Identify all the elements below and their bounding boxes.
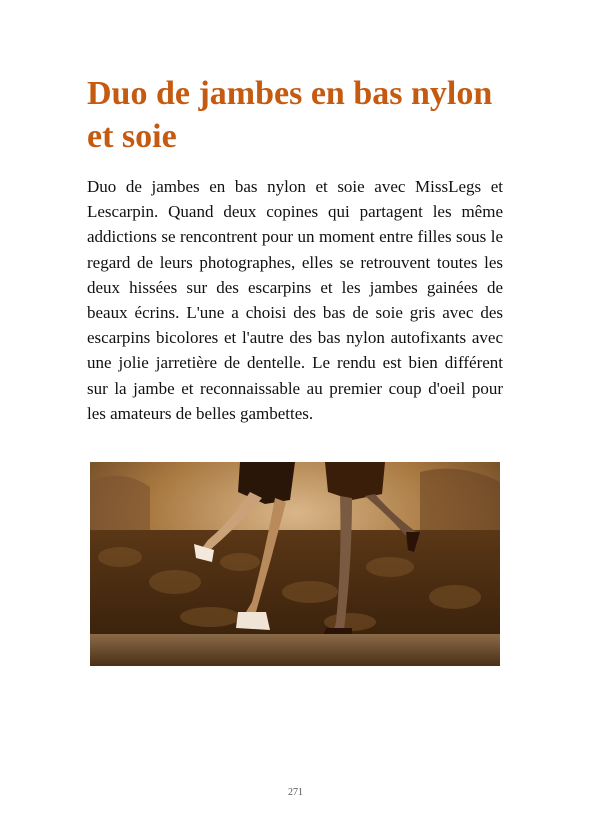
legs-photo bbox=[90, 462, 500, 666]
page-title: Duo de jambes en bas nylon et soie bbox=[87, 75, 493, 155]
page-number: 271 bbox=[288, 787, 303, 798]
photo-illustration bbox=[90, 462, 500, 666]
body-paragraph: Duo de jambes en bas nylon et soie avec MissLegs et Lescarpin. Quand deux copines qui partagent les même addictions se rencontrent pour un moment entre filles sous le regard de leurs photographes, elles se retrouvent toutes les deux hissées sur des escarpins et les jambes gainées de beaux écrins. L'une a choisi des bas de soie gris avec des escarpins bicolores et l'autre des bas nylon autofixants avec une jolie jarretière de dentelle. Le rendu est bien différent sur la jambe et reconnaissable au premier coup d'oeil pour les amateurs de belles gambettes. bbox=[87, 177, 503, 423]
